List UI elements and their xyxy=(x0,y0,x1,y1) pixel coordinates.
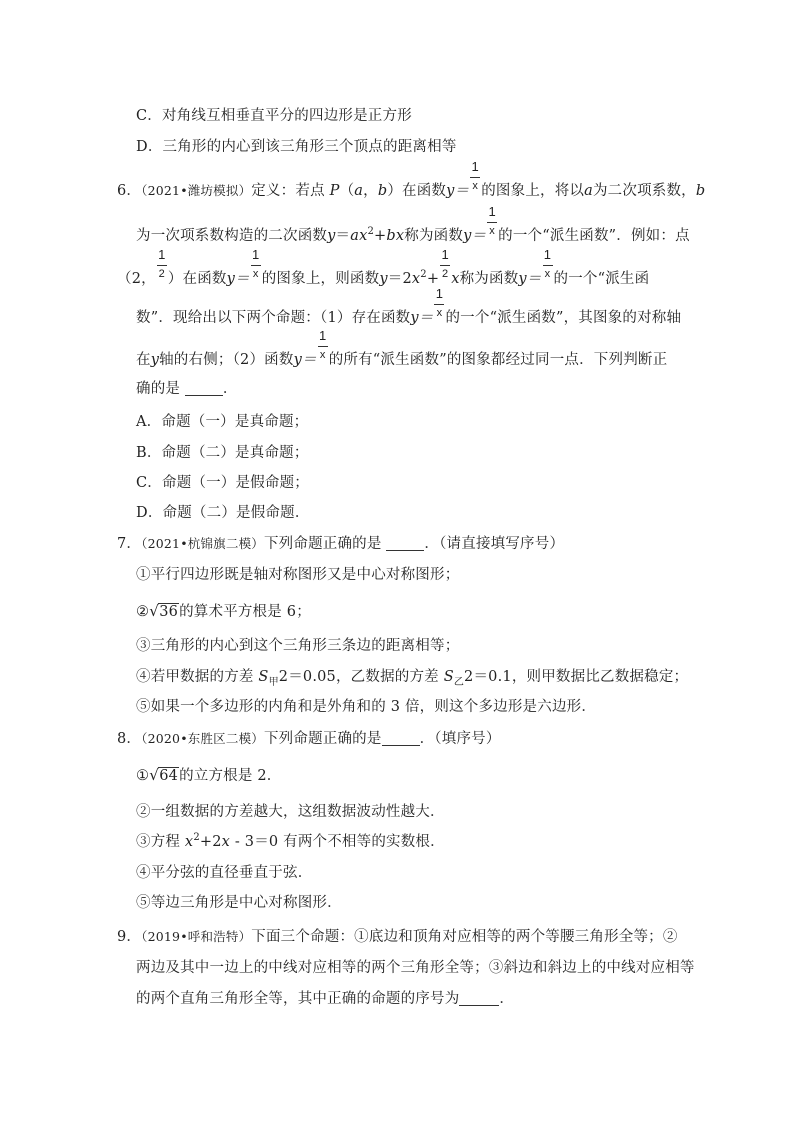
q9-text: 的两个直角三角形全等，其中正确的命题的序号为 xyxy=(136,991,460,1007)
radicand: 36 xyxy=(159,604,179,620)
func-y-eq: y＝ xyxy=(463,228,487,244)
q8-text: 的立方根是 2． xyxy=(179,768,282,784)
q9-text: 下面三个命题：①底边和顶角对应相等的两个等腰三角形全等；② xyxy=(251,929,678,945)
frac-denominator: x xyxy=(252,268,259,280)
q6-text: 数”．现给出以下两个命题：（1）存在函数 xyxy=(136,310,411,326)
q6-number: 6． xyxy=(117,183,142,199)
q8-item-2: ②一组数据的方差越大，这组数据波动性越大． xyxy=(136,804,445,820)
var-y: y xyxy=(150,352,160,368)
q6-text: （2， xyxy=(117,271,156,287)
sqrt-expression: √ 64 xyxy=(149,766,179,784)
frac-denominator: 2 xyxy=(442,268,449,280)
q6-text: ， xyxy=(363,183,378,199)
q7-number: 7． xyxy=(117,536,142,552)
fraction-1-over-x xyxy=(250,247,262,285)
var-s: S xyxy=(258,669,269,685)
frac-denominator: x xyxy=(472,180,479,192)
frac-numerator: 1 xyxy=(488,204,496,219)
fraction-1-over-x xyxy=(542,247,554,285)
q6-text: ）在函数 xyxy=(167,271,227,287)
q8-text: ③方程 xyxy=(136,834,185,850)
q6-text: 称为函数 xyxy=(459,271,519,287)
q6-text: 轴的右侧；（2）函数 xyxy=(159,352,294,368)
subscript-yi: 乙 xyxy=(453,676,465,688)
frac-denominator: x xyxy=(436,307,443,319)
q6-text: 确的是 xyxy=(136,381,181,397)
frac-numerator: 1 xyxy=(471,159,479,174)
answer-blank xyxy=(185,380,223,396)
fraction-1-over-x xyxy=(469,159,481,197)
q6-line-2: 为一次项系数构造的二次函数$y=ax^2+bx$称为函数y＝ $\frac{1}{x}$ 的一个“派生函数”．例如：点 xyxy=(136,204,690,244)
q6-text: 定义：若点 xyxy=(251,183,330,199)
func-y-eq: y＝ xyxy=(293,352,317,368)
var-p: P xyxy=(329,183,340,199)
var-b: b xyxy=(377,183,388,199)
frac-denominator: 2 xyxy=(158,268,165,280)
q6-text: 的图象上，则函数 xyxy=(261,271,380,287)
q7-text: 下列命题正确的是 xyxy=(263,536,382,552)
var-s: S xyxy=(443,669,454,685)
quadratic-expression: y xyxy=(327,228,336,244)
func-y-eq: y＝ xyxy=(410,310,434,326)
q6-text: 在 xyxy=(136,352,151,368)
q8-text: ‐ 3＝0 有两个不相等的实数根． xyxy=(230,834,445,850)
q8-text: +2 xyxy=(199,834,222,850)
q7-text: 2＝0.05，乙数据的方差 xyxy=(278,669,444,685)
var-b: b xyxy=(695,183,706,199)
q8-item-4: ④平分弦的直径垂直于弦． xyxy=(136,865,313,881)
fraction-1-over-2 xyxy=(439,247,451,285)
sqrt-expression: √ 36 xyxy=(149,602,179,620)
q6-text: 的图象上，将以 xyxy=(481,183,585,199)
frac-numerator: 1 xyxy=(441,247,449,262)
option-c-prev: C．对角线互相垂直平分的四边形是正方形 xyxy=(136,108,412,124)
q6-text: 的一个“派生函数”．例如：点 xyxy=(498,228,690,244)
frac-numerator: 1 xyxy=(435,286,444,301)
q6-text: （ xyxy=(339,183,355,199)
answer-blank xyxy=(386,535,424,551)
q9-text: ． xyxy=(499,991,515,1007)
q7-source: （2021•杭锦旗二模） xyxy=(141,536,264,551)
q9-line-1 xyxy=(117,925,678,946)
fraction-1-over-x xyxy=(317,328,329,366)
radicand: 64 xyxy=(159,768,179,784)
q7-text: ④若甲数据的方差 xyxy=(136,669,259,685)
frac-numerator: 1 xyxy=(543,247,552,262)
q7-item-5: ⑤如果一个多边形的内角和是外角和的 3 倍，则这个多边形是六边形． xyxy=(136,699,597,715)
q6-option-a: A．命题（一）是真命题； xyxy=(136,414,309,430)
var-x: x xyxy=(184,834,194,850)
q6-option-b: B．命题（二）是真命题； xyxy=(136,445,309,461)
answer-blank xyxy=(459,990,499,1006)
frac-denominator: x xyxy=(319,349,326,361)
q7-text: 的算术平方根是 6； xyxy=(179,604,311,620)
q6-line-6 xyxy=(136,377,238,398)
q6-option-c: C．命题（一）是假命题； xyxy=(136,475,309,491)
q6-text: 为二次项系数， xyxy=(592,183,696,199)
subscript-jia: 甲 xyxy=(268,676,279,688)
q7-item-1: ①平行四边形既是轴对称图形又是中心对称图形； xyxy=(136,567,460,583)
example-function: y xyxy=(379,271,388,287)
q8-item-1 xyxy=(136,764,282,785)
answer-blank xyxy=(382,730,420,746)
fraction-1-over-x xyxy=(433,286,445,324)
q7-item-4 xyxy=(136,665,688,688)
q6-text: ． xyxy=(222,381,238,397)
q7-text: ② xyxy=(136,604,150,620)
q7-text: 2＝0.1，则甲数据比乙数据稳定； xyxy=(464,669,689,685)
q8-text: ．（填序号） xyxy=(419,731,501,747)
q8-text: 下列命题正确的是 xyxy=(263,731,382,747)
q8-stem xyxy=(117,727,501,748)
q6-text: ）在函数 xyxy=(387,183,447,199)
q6-line-1 xyxy=(117,159,706,200)
q9-source: （2019•呼和浩特） xyxy=(141,929,252,944)
frac-denominator: x xyxy=(544,268,551,280)
q6-text: 称为函数 xyxy=(404,228,464,244)
q6-line-4 xyxy=(136,286,682,327)
var-a: a xyxy=(584,183,593,199)
var-a: a xyxy=(354,183,364,199)
q7-item-2 xyxy=(136,600,311,621)
q6-text: 的所有“派生函数”的图象都经过同一点．下列判断正 xyxy=(328,352,668,368)
q6-line-3: （2， $\frac{1}{2}$ ）在函数y＝ $\frac{1}{x}$ 的图象上，则函数$y=2x^2+$ $\frac{1}{2}$ x称为函数y＝ $\frac{1}{x}$ 的一个“派生函 xyxy=(117,247,650,287)
q6-text: 为一次项系数构造的二次函数 xyxy=(136,228,328,244)
option-d-prev: D．三角形的内心到该三角形三个顶点的距离相等 xyxy=(136,139,457,155)
frac-numerator: 1 xyxy=(318,328,327,343)
func-y-eq: y＝ xyxy=(518,271,542,287)
q6-text: 的一个“派生函数”，其图象的对称轴 xyxy=(445,310,682,326)
q6-option-d: D．命题（二）是假命题． xyxy=(136,505,310,521)
q7-stem xyxy=(117,532,564,553)
q8-source: （2020•东胜区二模） xyxy=(141,731,264,746)
var-x: x xyxy=(221,834,231,850)
q9-number: 9． xyxy=(117,929,142,945)
frac-denominator: x xyxy=(489,225,495,237)
func-y-eq: y＝ xyxy=(446,183,470,199)
frac-numerator: 1 xyxy=(158,247,166,262)
q7-item-3: ③三角形的内心到这个三角形三条边的距离相等； xyxy=(136,638,460,654)
q9-line-3 xyxy=(136,987,514,1008)
frac-numerator: 1 xyxy=(252,247,260,262)
q6-text: 的一个“派生函 xyxy=(553,271,650,287)
q6-source: （2021•潍坊模拟） xyxy=(141,183,252,198)
q8-text: ① xyxy=(136,768,150,784)
q9-line-2: 两边及其中一边上的中线对应相等的两个三角形全等；③斜边和斜边上的中线对应相等 xyxy=(136,960,695,976)
func-y-eq: y＝ xyxy=(226,271,250,287)
q7-text: ．（请直接填写序号） xyxy=(424,536,565,552)
q8-item-3: ③方程 $x^2+2x$ ‐ 3＝0 有两个不相等的实数根． xyxy=(136,832,445,850)
q8-item-5: ⑤等边三角形是中心对称图形． xyxy=(136,895,342,911)
q6-line-5 xyxy=(136,328,668,369)
fraction-1-over-2 xyxy=(156,247,168,285)
q8-number: 8． xyxy=(117,731,142,747)
fraction-1-over-x xyxy=(486,204,498,242)
